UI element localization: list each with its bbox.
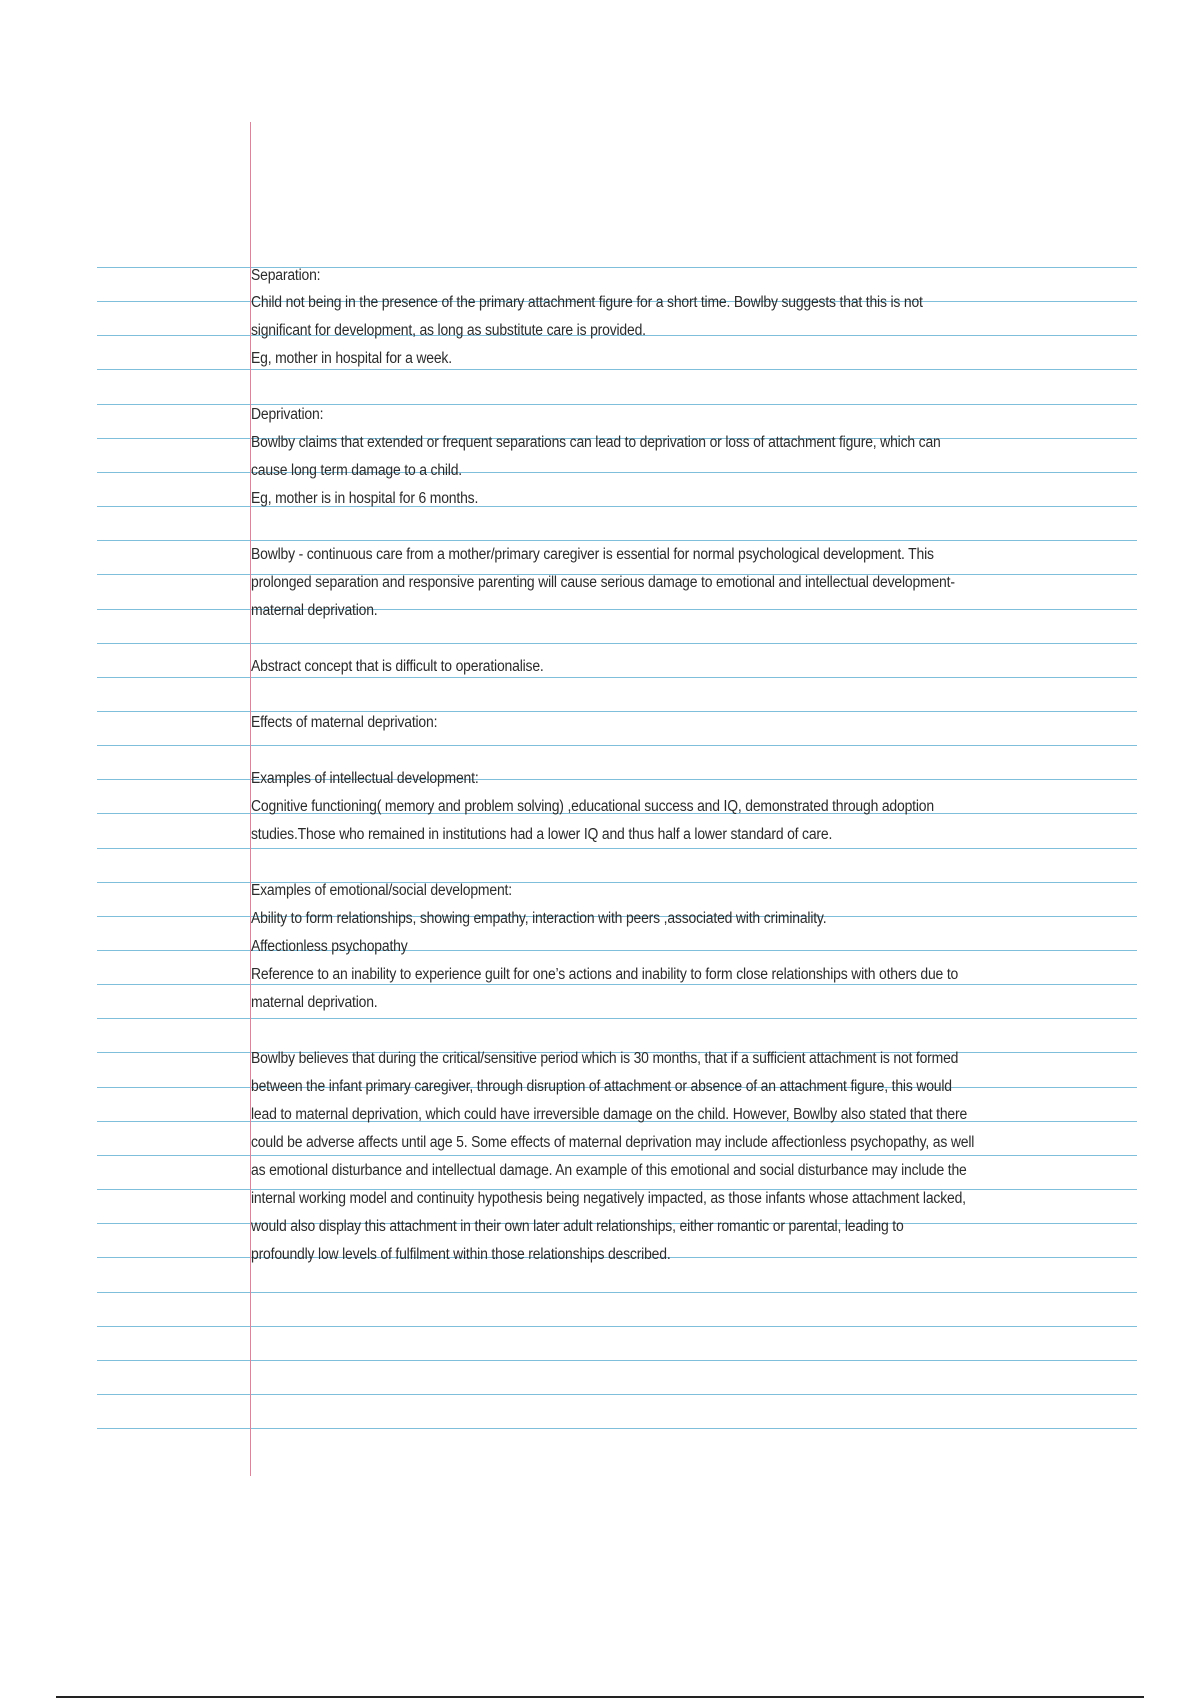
effects-heading: Effects of maternal deprivation: [251, 714, 438, 731]
text-line: Cognitive functioning( memory and problem solving) ,educational success and IQ, demonstrated through adoption [251, 798, 934, 815]
section-heading: Separation: [251, 267, 321, 284]
notes-body [251, 262, 1117, 1269]
section-heading: Deprivation: [251, 406, 324, 423]
text-line: significant for development, as long as substitute care is provided. [251, 322, 646, 339]
deprivation-section [251, 401, 1117, 513]
text-line: Bowlby believes that during the critical/sensitive period which is 30 months, that if a sufficient attachment is not formed [251, 1050, 959, 1067]
separation-section [251, 262, 1117, 373]
abstract-concept-line: Abstract concept that is difficult to operationalise. [251, 658, 544, 675]
emotional-section [251, 877, 1117, 1017]
text-line: maternal deprivation. [251, 602, 378, 619]
text-line: lead to maternal deprivation, which could have irreversible damage on the child. However, Bowlby also stated that there [251, 1106, 968, 1123]
section-heading: Examples of emotional/social development: [251, 882, 512, 899]
text-line: Bowlby claims that extended or frequent separations can lead to deprivation or loss of attachment figure, which can [251, 434, 941, 451]
section-heading: Examples of intellectual development: [251, 770, 479, 787]
text-line: prolonged separation and responsive parenting will cause serious damage to emotional and intellectual development- [251, 574, 955, 591]
bowlby-paragraph [251, 541, 1117, 625]
text-line: between the infant primary caregiver, through disruption of attachment or absence of an attachment figure, this would [251, 1078, 952, 1095]
ruled-line [97, 1360, 1137, 1361]
text-line: cause long term damage to a child. [251, 462, 463, 479]
text-line: Child not being in the presence of the primary attachment figure for a short time. Bowlby suggests that this is not [251, 294, 923, 311]
text-line: maternal deprivation. [251, 994, 378, 1011]
text-line: Affectionless psychopathy [251, 938, 408, 955]
text-line: internal working model and continuity hypothesis being negatively impacted, as those infants whose attachment lacked, [251, 1190, 966, 1207]
text-line: could be adverse affects until age 5. Some effects of maternal deprivation may include affectionless psychopathy, as well [251, 1134, 975, 1151]
text-line: Eg, mother is in hospital for 6 months. [251, 490, 479, 507]
text-line: would also display this attachment in their own later adult relationships, either romantic or parental, leading to [251, 1218, 904, 1235]
text-line: Eg, mother in hospital for a week. [251, 350, 452, 367]
ruled-line [97, 1292, 1137, 1293]
text-line: Reference to an inability to experience guilt for one’s actions and inability to form close relationships with others due to [251, 966, 959, 983]
text-line: Ability to form relationships, showing empathy, interaction with peers ,associated with criminality. [251, 910, 827, 927]
critical-period-paragraph [251, 1045, 1117, 1269]
ruled-line [97, 1326, 1137, 1327]
ruled-line [97, 1428, 1137, 1429]
intellectual-section [251, 765, 1117, 849]
text-line: studies.Those who remained in institutions had a lower IQ and thus half a lower standard of care. [251, 826, 833, 843]
page-bottom-rule [56, 1696, 1144, 1698]
text-line: as emotional disturbance and intellectual damage. An example of this emotional and social disturbance may include the [251, 1162, 967, 1179]
text-line: profoundly low levels of fulfilment within those relationships described. [251, 1246, 671, 1263]
text-line: Bowlby - continuous care from a mother/primary caregiver is essential for normal psychological development. This [251, 546, 934, 563]
ruled-line [97, 1394, 1137, 1395]
